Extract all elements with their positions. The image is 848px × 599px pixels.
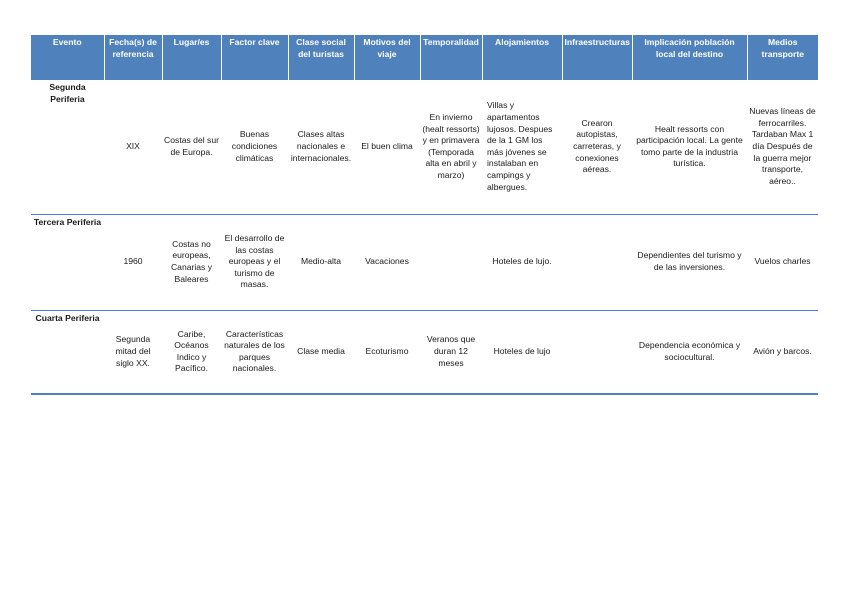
cell-transporte: Vuelos charles xyxy=(747,214,818,310)
cell-temporalidad: Veranos que duran 12 meses xyxy=(420,310,482,394)
cell-fecha: Segunda mitad del siglo XX. xyxy=(104,310,162,394)
cell-temporalidad: En invierno (healt ressorts) y en primavera (Temporada alta en abril y marzo) xyxy=(420,80,482,214)
cell-lugar: Costas del sur de Europa. xyxy=(162,80,221,214)
cell-infraestructuras xyxy=(562,214,632,310)
header-transporte: Medios transporte xyxy=(747,35,818,80)
table-row xyxy=(31,310,818,394)
cell-evento: Cuarta Periferia xyxy=(31,310,104,394)
cell-alojamientos: Villas y apartamentos lujosos. Despues de la 1 GM los más jóvenes se instalaban en campings y albergues. xyxy=(482,80,562,214)
cell-factor: El desarrollo de las costas europeas y el turismo de masas. xyxy=(221,214,288,310)
cell-implicacion: Healt ressorts con participación local. La gente tomo parte de la industria turística. xyxy=(632,80,747,214)
cell-transporte: Avión y barcos. xyxy=(747,310,818,394)
cell-motivos: Vacaciones xyxy=(354,214,420,310)
cell-implicacion: Dependencia económica y sociocultural. xyxy=(632,310,747,394)
header-factor: Factor clave xyxy=(221,35,288,80)
cell-motivos: El buen clima xyxy=(354,80,420,214)
header-implicacion: Implicación población local del destino xyxy=(632,35,747,80)
header-motivos: Motivos del viaje xyxy=(354,35,420,80)
cell-fecha: 1960 xyxy=(104,214,162,310)
cell-fecha: XIX xyxy=(104,80,162,214)
cell-motivos: Ecoturismo xyxy=(354,310,420,394)
cell-infraestructuras: Crearon autopistas, carreteras, y conexiones aéreas. xyxy=(562,80,632,214)
header-evento: Evento xyxy=(31,35,104,80)
header-clase: Clase social del turistas xyxy=(288,35,354,80)
header-lugar: Lugar/es xyxy=(162,35,221,80)
header-alojamientos: Alojamientos xyxy=(482,35,562,80)
cell-factor: Buenas condiciones climáticas xyxy=(221,80,288,214)
cell-clase: Clases altas nacionales e internacionales. xyxy=(288,80,354,214)
table-row xyxy=(31,214,818,310)
table-header-row xyxy=(31,35,818,80)
cell-factor: Características naturales de los parques nacionales. xyxy=(221,310,288,394)
cell-alojamientos: Hoteles de lujo xyxy=(482,310,562,394)
cell-lugar: Costas no europeas, Canarias y Baleares xyxy=(162,214,221,310)
cell-clase: Clase media xyxy=(288,310,354,394)
cell-alojamientos: Hoteles de lujo. xyxy=(482,214,562,310)
table-row xyxy=(31,80,818,214)
cell-transporte: Nuevas líneas de ferrocarriles. Tardaban Max 1 día Después de la guerra mejor transporte, aéreo.. xyxy=(747,80,818,214)
tourism-peripheries-table xyxy=(31,35,818,395)
cell-clase: Medio-alta xyxy=(288,214,354,310)
cell-lugar: Caribe, Océanos Indico y Pacífico. xyxy=(162,310,221,394)
cell-infraestructuras xyxy=(562,310,632,394)
cell-evento: Tercera Periferia xyxy=(31,214,104,310)
header-infraestructuras: Infraestructuras xyxy=(562,35,632,80)
header-fecha: Fecha(s) de referencia xyxy=(104,35,162,80)
cell-implicacion: Dependientes del turismo y de las inversiones. xyxy=(632,214,747,310)
cell-temporalidad xyxy=(420,214,482,310)
header-temporalidad: Temporalidad xyxy=(420,35,482,80)
cell-evento: Segunda Periferia xyxy=(31,80,104,214)
